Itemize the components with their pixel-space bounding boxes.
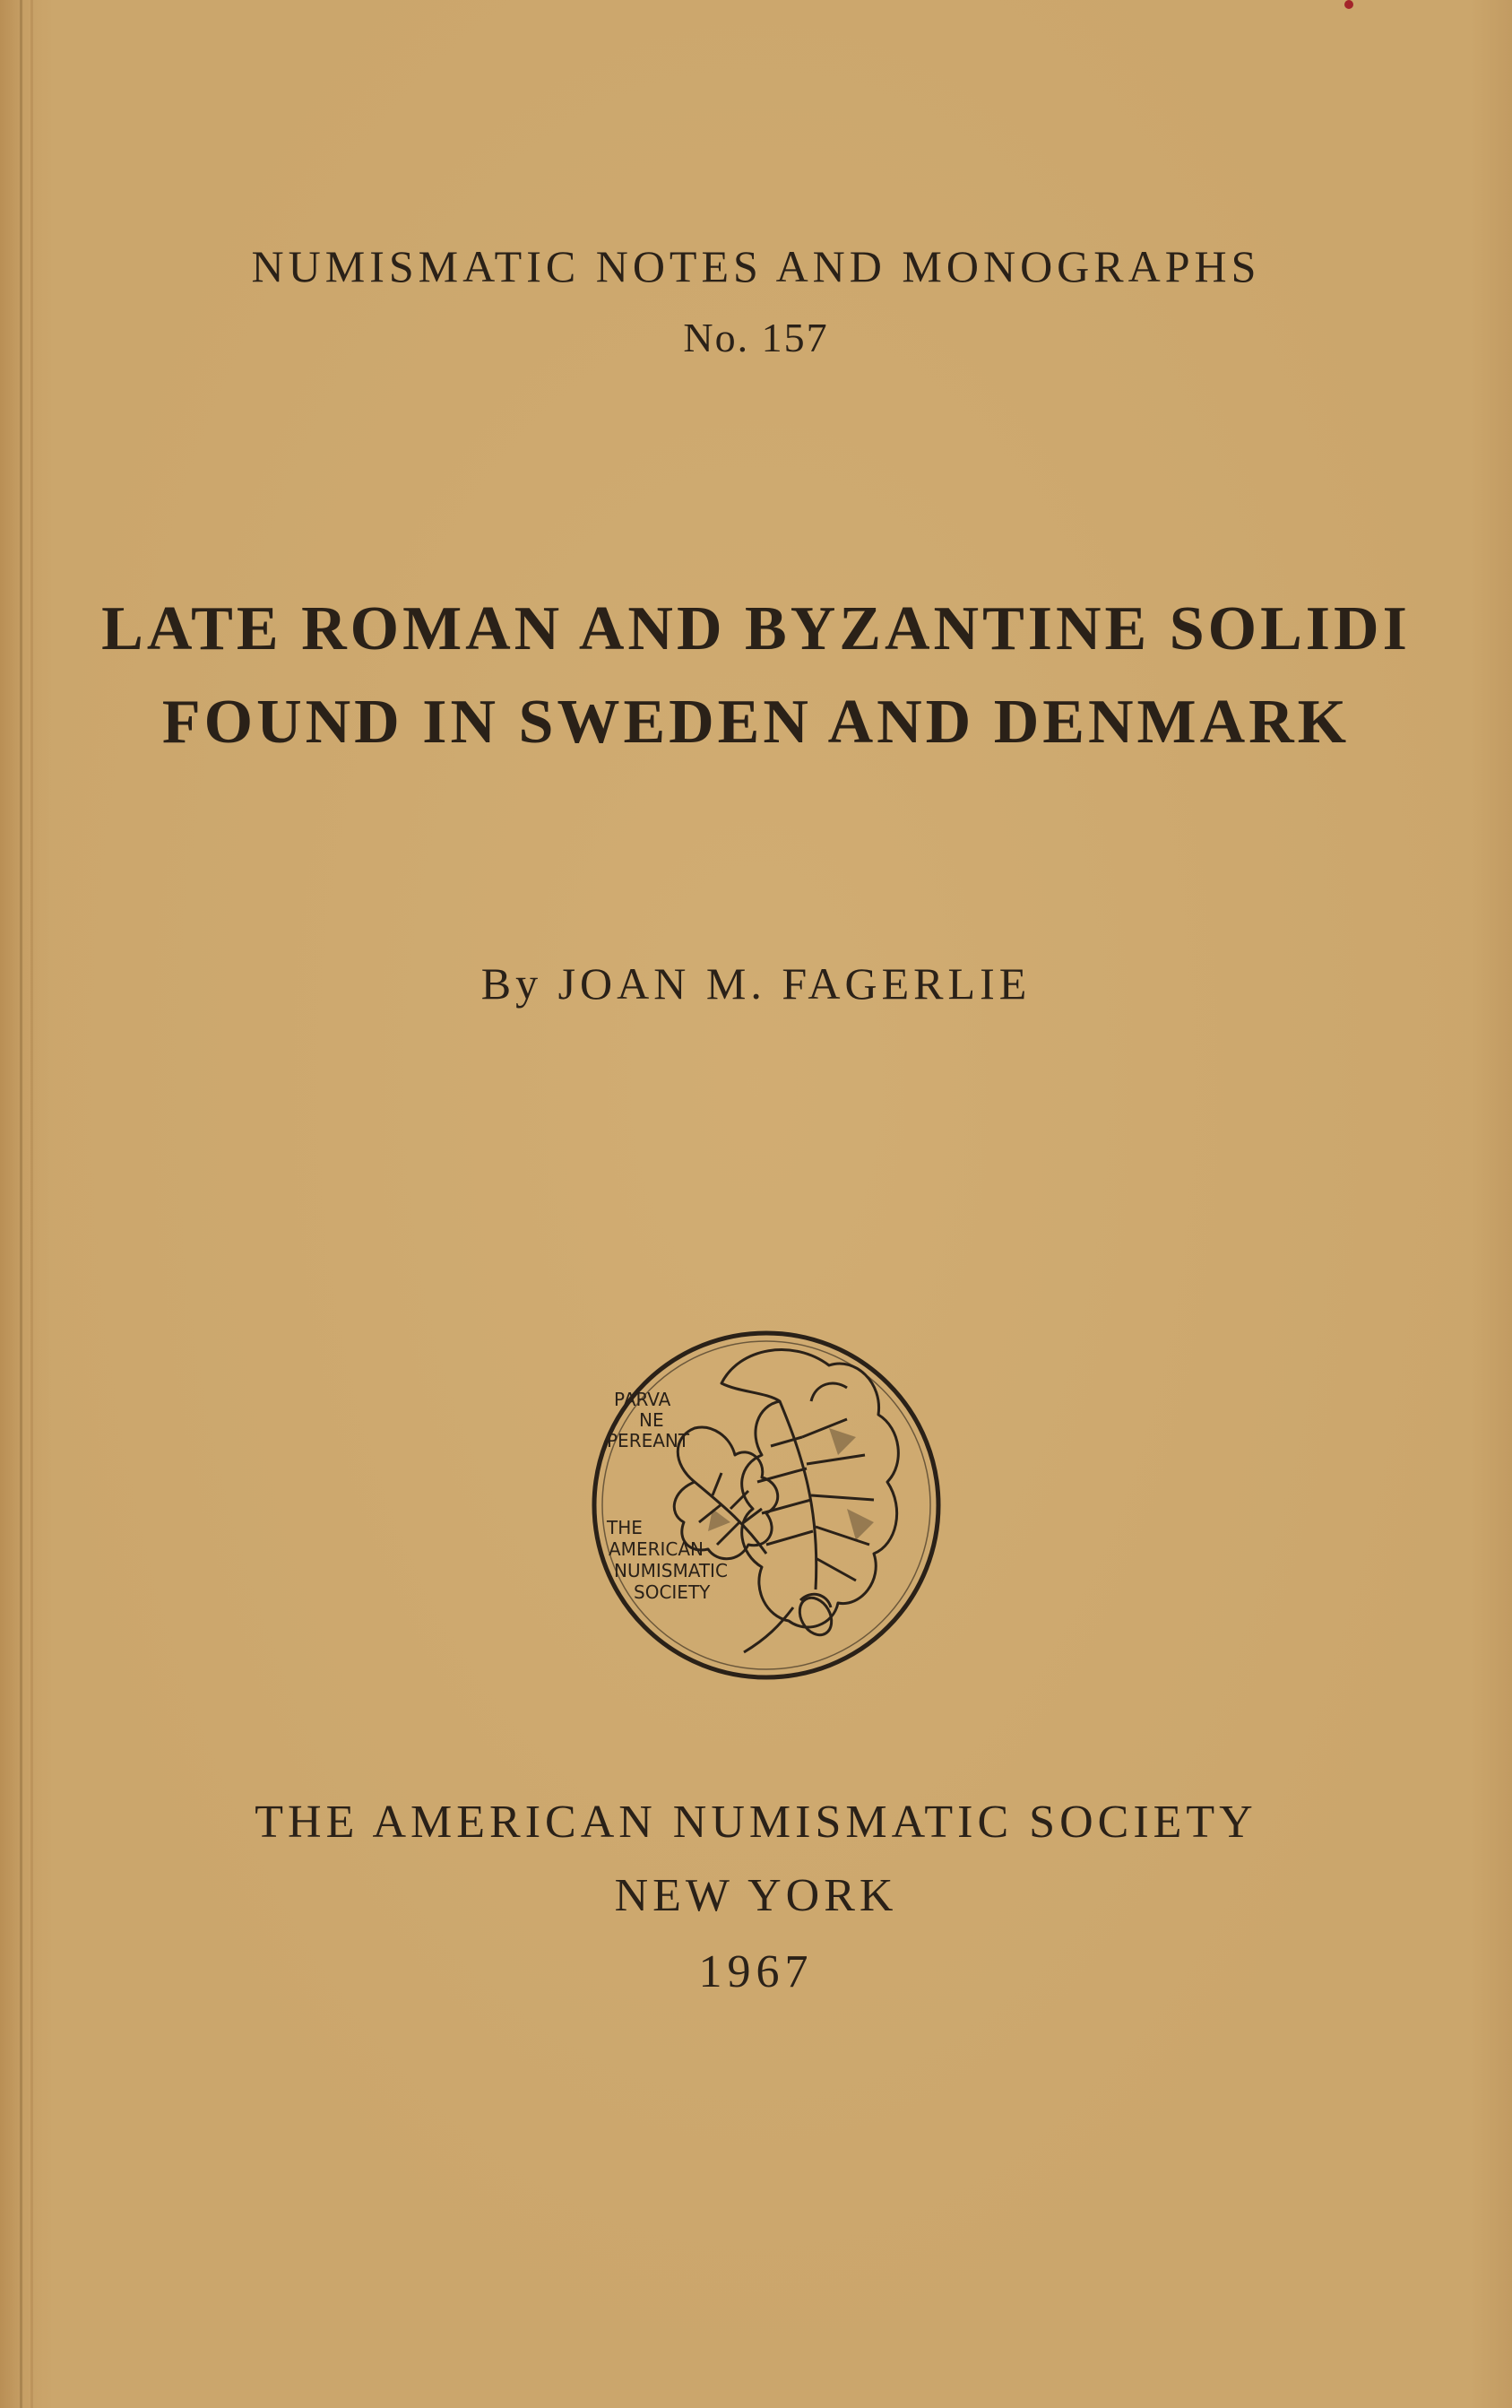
author-line: By JOAN M. FAGERLIE <box>480 958 1032 1009</box>
publisher-city: NEW YORK <box>614 1870 898 1921</box>
book-title-line: LATE ROMAN AND BYZANTINE SOLIDI <box>101 594 1411 663</box>
book-title-line: FOUND IN SWEDEN AND DENMARK <box>161 688 1351 757</box>
series-number: No. 157 <box>683 315 829 360</box>
book-title <box>0 583 1512 769</box>
svg-text:SOCIETY: SOCIETY <box>634 1581 711 1603</box>
series-title: NUMISMATIC NOTES AND MONOGRAPHS <box>251 241 1261 291</box>
publisher-name: THE AMERICAN NUMISMATIC SOCIETY <box>255 1797 1257 1848</box>
oak-leaf-seal-icon <box>587 1330 946 1681</box>
publication-year: 1967 <box>698 1946 814 1997</box>
ink-speck <box>1344 0 1353 9</box>
svg-text:PARVA: PARVA <box>614 1389 671 1410</box>
svg-text:PEREANT: PEREANT <box>607 1430 690 1451</box>
svg-text:THE: THE <box>607 1517 643 1538</box>
svg-text:NE: NE <box>639 1409 664 1431</box>
svg-text:AMERICAN: AMERICAN <box>609 1538 704 1560</box>
svg-text:NUMISMATIC: NUMISMATIC <box>614 1560 728 1581</box>
